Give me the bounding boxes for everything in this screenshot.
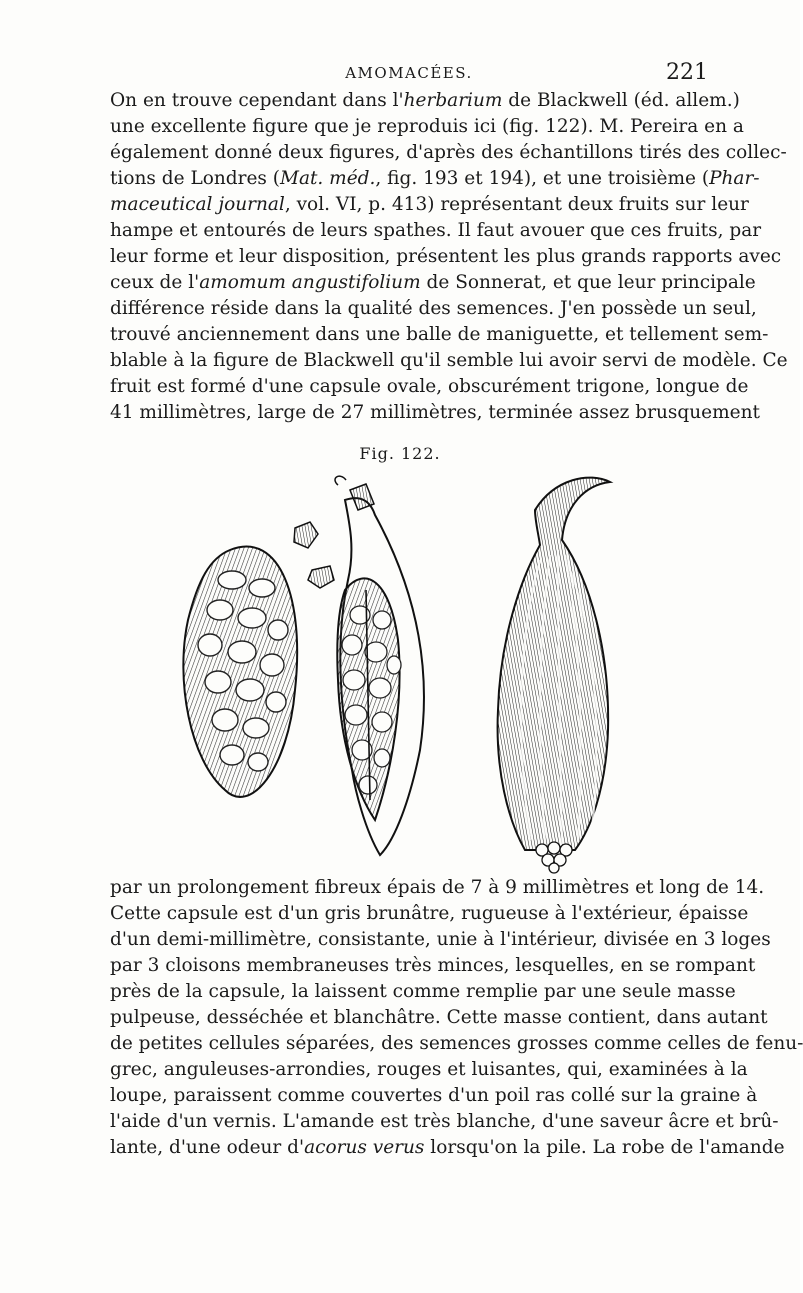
text-line: grec, anguleuses-arrondies, rouges et luisantes, qui, examinées à la <box>110 1059 748 1080</box>
text-line: tions de Londres (Mat. méd., fig. 193 et 194), et une troisième (Phar- <box>110 168 760 189</box>
whole-capsule-drawing <box>183 547 297 797</box>
text-line: trouvé anciennement dans une balle de maniguette, et tellement sem- <box>110 324 769 345</box>
page-header <box>110 60 708 88</box>
paragraph-top <box>110 88 788 426</box>
text-line: pulpeuse, desséchée et blanchâtre. Cette masse contient, dans autant <box>110 1007 768 1028</box>
text-line: d'un demi-millimètre, consistante, unie à l'intérieur, divisée en 3 loges <box>110 929 771 950</box>
text-line: fruit est formé d'une capsule ovale, obscurément trigone, longue de <box>110 376 749 397</box>
text-line: de petites cellules séparées, des semences grosses comme celles de fenu- <box>110 1033 803 1054</box>
paragraph-bottom <box>110 875 803 1161</box>
text-line: leur forme et leur disposition, présentent les plus grands rapports avec <box>110 246 782 267</box>
text-line: près de la capsule, la laissent comme remplie par une seule masse <box>110 981 736 1002</box>
opened-capsule-drawing <box>335 476 424 855</box>
text-line: différence réside dans la qualité des semences. J'en possède un seul, <box>110 298 757 319</box>
loose-seeds-drawing <box>294 522 334 588</box>
text-line: ceux de l'amomum angustifolium de Sonnerat, et que leur principale <box>110 272 756 293</box>
text-line: blable à la figure de Blackwell qu'il semble lui avoir servi de modèle. Ce <box>110 350 788 371</box>
text-line: une excellente figure que je reproduis ici (fig. 122). M. Pereira en a <box>110 116 744 137</box>
text-line: par un prolongement fibreux épais de 7 à 9 millimètres et long de 14. <box>110 877 765 898</box>
text-line: lante, d'une odeur d'acorus verus lorsqu'on la pile. La robe de l'amande <box>110 1137 785 1158</box>
text-line: On en trouve cependant dans l'herbarium de Blackwell (éd. allem.) <box>110 90 740 111</box>
running-title: AMOMACÉES. <box>345 64 473 82</box>
fibrous-pod-drawing <box>498 478 610 873</box>
figure-caption: Fig. 122. <box>359 444 441 463</box>
figure-illustration <box>170 470 650 870</box>
text-line: également donné deux figures, d'après des échantillons tirés des collec- <box>110 142 787 163</box>
text-line: 41 millimètres, large de 27 millimètres, terminée assez brusquement <box>110 402 760 423</box>
text-line: hampe et entourés de leurs spathes. Il faut avouer que ces fruits, par <box>110 220 762 241</box>
text-line: Cette capsule est d'un gris brunâtre, rugueuse à l'extérieur, épaisse <box>110 903 749 924</box>
page-number: 221 <box>666 60 708 85</box>
text-line: maceutical journal, vol. VI, p. 413) représentant deux fruits sur leur <box>110 194 749 215</box>
text-line: loupe, paraissent comme couvertes d'un poil ras collé sur la graine à <box>110 1085 758 1106</box>
text-line: l'aide d'un vernis. L'amande est très blanche, d'une saveur âcre et brû- <box>110 1111 779 1132</box>
text-line: par 3 cloisons membraneuses très minces, lesquelles, en se rompant <box>110 955 756 976</box>
